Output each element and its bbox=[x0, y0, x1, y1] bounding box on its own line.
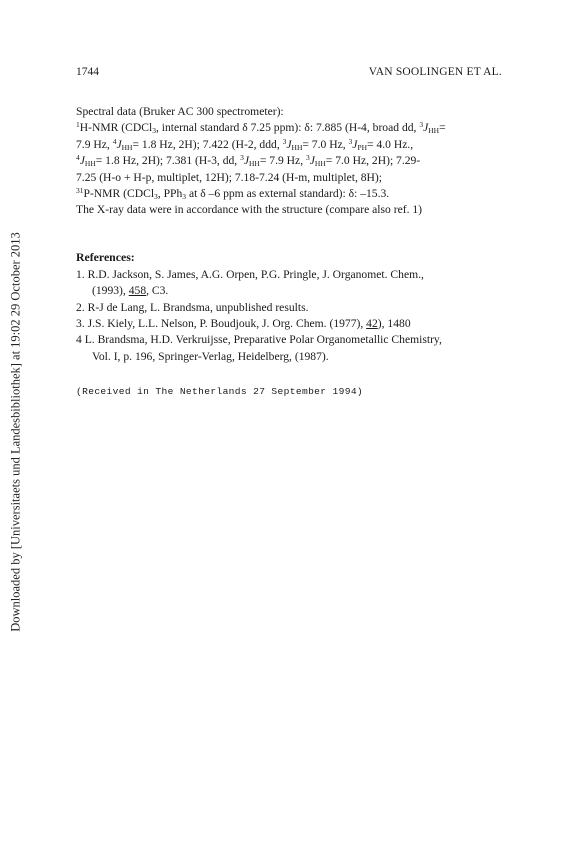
text: = 7.0 Hz, 2H); 7.29- bbox=[325, 154, 421, 168]
text: = 1.8 Hz, 2H); 7.422 (H-2, ddd, bbox=[132, 137, 283, 151]
text: 3. J.S. Kiely, L.L. Nelson, P. Boudjouk, J. Org. Chem. (1977), bbox=[76, 317, 367, 331]
volume-number: 42 bbox=[366, 317, 378, 331]
reference-item-1 bbox=[76, 267, 502, 300]
h-nmr-line-3 bbox=[76, 153, 502, 169]
text: 1. R.D. Jackson, S. James, A.G. Orpen, P.G. Pringle, J. Organomet. Chem., bbox=[76, 267, 424, 281]
j-symbol: J bbox=[352, 137, 358, 151]
sup-3: 3 bbox=[306, 153, 310, 163]
text: , C3. bbox=[146, 284, 169, 298]
running-head: VAN SOOLINGEN ET AL. bbox=[368, 66, 502, 78]
reference-1-line-2 bbox=[76, 283, 502, 299]
reference-1-line-1 bbox=[76, 267, 502, 283]
volume-number: 458 bbox=[128, 284, 147, 298]
text: at δ –6 ppm as external standard): δ: –15.3. bbox=[186, 187, 390, 201]
references-list bbox=[76, 267, 502, 365]
reference-item-2 bbox=[76, 300, 502, 316]
j-symbol: J bbox=[116, 137, 122, 151]
sub-hh: HH bbox=[291, 142, 303, 152]
reference-4-line-1 bbox=[76, 332, 502, 348]
text: ), 1480 bbox=[377, 317, 411, 331]
sub-hh: HH bbox=[314, 159, 326, 169]
text: , PPh bbox=[157, 187, 183, 201]
j-symbol: J bbox=[423, 121, 429, 135]
text: 4 L. Brandsma, H.D. Verkruijsse, Preparative Polar Organometallic Chemistry, bbox=[76, 333, 442, 347]
sub-hh: HH bbox=[249, 159, 260, 169]
text: = 7.9 Hz, bbox=[259, 154, 307, 168]
spectral-intro-line: Spectral data (Bruker AC 300 spectrometer): bbox=[76, 105, 284, 118]
sup-4: 4 bbox=[112, 136, 117, 146]
text: P-NMR (CDCl bbox=[83, 187, 155, 201]
sup-31: 31 bbox=[76, 186, 84, 196]
xray-line: The X-ray data were in accordance with the structure (compare also ref. 1) bbox=[76, 203, 423, 217]
j-symbol: J bbox=[79, 154, 85, 168]
sub-3: 3 bbox=[182, 192, 187, 202]
journal-page bbox=[76, 66, 502, 399]
sup-3: 3 bbox=[419, 120, 424, 130]
reference-4-line-2: Vol. I, p. 196, Springer-Verlag, Heidelberg, (1987). bbox=[92, 349, 329, 363]
sub-ph: PH bbox=[357, 142, 368, 152]
p-nmr-line bbox=[76, 186, 502, 202]
text: = 4.0 Hz., bbox=[367, 137, 414, 151]
sup-3: 3 bbox=[348, 136, 353, 146]
sup-3: 3 bbox=[282, 136, 287, 146]
h-nmr-line-1 bbox=[76, 120, 502, 136]
sub-hh: HH bbox=[121, 142, 133, 152]
text: H-NMR (CDCl bbox=[79, 121, 153, 135]
download-watermark: Downloaded by [Universitaets und Landesbibliothek] at 19:02 29 October 2013 bbox=[8, 232, 23, 632]
j-symbol: J bbox=[243, 154, 250, 168]
received-date: (Received in The Netherlands 27 September 1994) bbox=[76, 386, 364, 398]
j-symbol: J bbox=[286, 137, 292, 151]
text: = 1.8 Hz, 2H); 7.381 (H-3, dd, bbox=[95, 154, 241, 168]
sup-3: 3 bbox=[240, 153, 244, 163]
h-nmr-line-4: 7.25 (H-o + H-p, multiplet, 12H); 7.18-7.24 (H-m, multiplet, 8H); bbox=[76, 170, 383, 184]
reference-2-line-1: 2. R-J de Lang, L. Brandsma, unpublished results. bbox=[76, 300, 309, 314]
page-header bbox=[76, 66, 502, 84]
j-symbol: J bbox=[309, 154, 315, 168]
reference-3-line-1 bbox=[76, 316, 502, 332]
sub-3: 3 bbox=[154, 192, 158, 202]
reference-item-3 bbox=[76, 316, 502, 332]
text: 7.9 Hz, bbox=[76, 137, 113, 151]
text: = 7.0 Hz, bbox=[302, 137, 349, 151]
page-number: 1744 bbox=[76, 66, 99, 78]
spectral-data-section bbox=[76, 104, 502, 219]
sub-hh: HH bbox=[428, 126, 440, 136]
text: (1993), bbox=[92, 284, 129, 298]
text: , internal standard δ 7.25 ppm): δ: 7.885 (H-4, broad dd, bbox=[155, 121, 420, 135]
sub-3: 3 bbox=[152, 126, 156, 136]
references-heading: References: bbox=[76, 249, 135, 264]
sup-4: 4 bbox=[76, 153, 80, 163]
h-nmr-line-2 bbox=[76, 137, 502, 153]
text: = bbox=[439, 121, 446, 135]
reference-item-4 bbox=[76, 332, 502, 365]
sub-hh: HH bbox=[84, 159, 96, 169]
sup-1: 1 bbox=[76, 120, 80, 130]
